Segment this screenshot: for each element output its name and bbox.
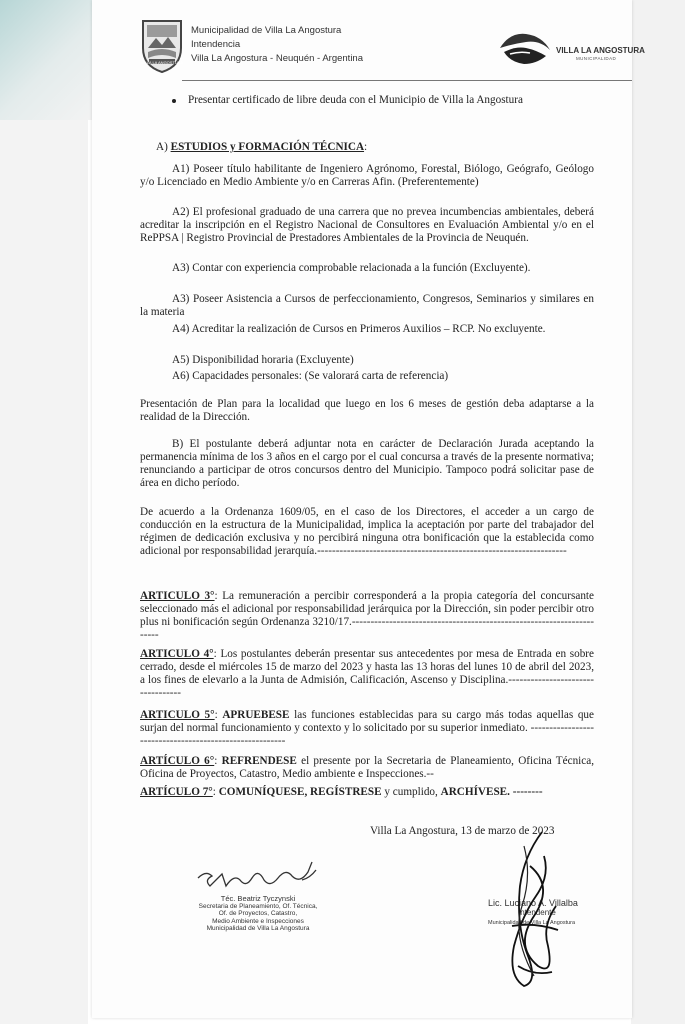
letterhead-office: Intendencia [191, 39, 241, 50]
left-signer-org: Municipalidad de Villa La Angostura [206, 925, 310, 933]
articulo-7 [140, 786, 594, 799]
articulo-5-colon: : [214, 709, 223, 721]
articulo-4-text: : Los postulantes deberán presentar sus antecedentes por mesa de Entrada en sobre cerrado, desde el miércoles 15 de marzo del 2023 y hasta las 13 horas del lunes 10 de abril del 2023, a los fines de elevarlo a la Junta de Admisión, Calificación, Ascenso y Disciplina.---------------------------------- [140, 648, 594, 699]
articulo-5-text: las funciones establecidas para su cargo más todas aquellas que surjan del normal funcionamiento y contexto y lo solicitado por su superior inmediato. -------------------------------------------------------- [140, 709, 594, 747]
letterhead-municipality: Municipalidad de Villa La Angostura [191, 25, 342, 36]
left-signature-scribble [192, 858, 322, 898]
articulo-7-keyword-2: ARCHÍVESE. [440, 786, 510, 798]
left-signer-title-2: Of. de Proyectos, Catastro, [218, 910, 298, 918]
right-signer-role: Intendente [518, 908, 556, 917]
item-a1: A1) Poseer título habilitante de Ingeniero Agrónomo, Forestal, Biólogo, Geógrafo, Geólogo y/o Licenciado en Medio Ambiente y/o en Carreras Afin. (Preferentemente) [140, 163, 594, 188]
right-signer-name: Lic. Luciano A. Villalba [488, 898, 578, 908]
villa-la-angostura-logo [496, 26, 554, 70]
plan-paragraph: Presentación de Plan para la localidad que luego en los 6 meses de gestión deba adaptarse a la realidad de la Dirección. [140, 398, 594, 423]
articulo-7-label: ARTÍCULO 7° [140, 786, 213, 798]
shield-caption: VILLA LA ANGOSTURA [140, 60, 184, 65]
left-signer-name: Téc. Beatriz Tyczynski [220, 894, 296, 903]
item-a5: A5) Disponibilidad horaria (Excluyente) [172, 354, 354, 366]
articulo-5-keyword: APRUEBESE [222, 709, 290, 721]
articulo-5 [140, 709, 594, 748]
item-a6: A6) Capacidades personales: (Se valorará carta de referencia) [172, 370, 449, 382]
item-a3-experiencia: A3) Contar con experiencia comprobable relacionada a la función (Excluyente). [172, 262, 531, 274]
articulo-3-label: ARTICULO 3° [140, 590, 215, 602]
section-a-title [156, 141, 456, 154]
right-signer-org: Municipalidad de Villa La Angostura [488, 920, 576, 926]
background-right-edge [631, 0, 685, 1024]
item-a4: A4) Acreditar la realización de Cursos en Primeros Auxilios – RCP. No excluyente. [172, 323, 546, 335]
item-a3-cursos: A3) Poseer Asistencia a Cursos de perfeccionamiento, Congresos, Seminarios y similares en la materia [140, 293, 594, 318]
articulo-7-colon: : [212, 786, 219, 798]
background-corner [0, 0, 92, 120]
ordenanza-paragraph: De acuerdo a la Ordenanza 1609/05, en el caso de los Directores, el acceder a un cargo de conducción en la estructura de la Municipalidad, implica la aceptación por parte del trabajador del régimen de dedicación exclusiva y no percibirá ninguna otra bonificación que la establecida como adicional por responsabilidad jerarquía.------------------------------------------------------------------- [140, 506, 594, 557]
background-left-edge [0, 0, 88, 1024]
articulo-6-text: el presente por la Secretaria de Planeamiento, Oficina Técnica, Oficina de Proyectos, Catastro, Medio ambiente e Inspecciones.-- [140, 755, 594, 780]
section-a-heading: ESTUDIOS y FORMACIÓN TÉCNICA [170, 141, 365, 153]
articulo-6-label: ARTÍCULO 6° [140, 755, 215, 767]
header-divider [182, 80, 632, 81]
articulo-4-label: ARTICULO 4° [140, 648, 214, 660]
date-line: Villa La Angostura, 13 de marzo de 2023 [370, 825, 555, 837]
logo-wordmark: VILLA LA ANGOSTURA [556, 46, 645, 55]
logo-subtitle: MUNICIPALIDAD [576, 56, 617, 61]
articulo-3 [140, 590, 594, 642]
articulo-3-text: : La remuneración a percibir corresponderá a la propia categoría del concursante seleccionado más el adicional por responsabilidad jerárquica por la Dirección, sin poder percibir otro plus ni bonificación según Ordenanza 3210/17.---------------------------------------------------------------------- [140, 590, 594, 641]
item-a2: A2) El profesional graduado de una carrera que no prevea incumbencias ambientales, deberá acreditar la inscripción en el Registro Nacional de Consultores en Evaluación Ambiental y/o en el RePPSA | Registro Provincial de Prestadores Ambientales de la Provincia de Neuquén. [140, 206, 594, 244]
articulo-6 [140, 755, 594, 781]
item-b: B) El postulante deberá adjuntar nota en carácter de Declaración Jurada aceptando la permanencia mínima de los 3 años en el cargo por el cual concursa a través de la presente normativa; renunciando a participar de otros concursos dentro del Municipio. Tampoco podrá solicitar pase de área en dicho período. [140, 438, 594, 489]
left-signer-title-3: Medio Ambiente e Inspecciones [212, 917, 304, 925]
letterhead [191, 24, 363, 66]
letterhead-location: Villa La Angostura - Neuquén - Argentina [191, 53, 363, 64]
bullet-marker [172, 99, 176, 103]
left-signature-block [196, 895, 320, 933]
left-signer-title-1: Secretaria de Planeamiento, Of. Técnica, [198, 902, 318, 910]
municipal-shield-logo [140, 18, 184, 74]
articulo-6-keyword: REFRENDESE [221, 755, 297, 767]
section-a-colon: : [364, 141, 368, 153]
articulo-7-tail: -------- [509, 786, 543, 798]
articulo-7-mid: y cumplido, [381, 786, 441, 798]
articulo-7-keyword-1: COMUNÍQUESE, REGÍSTRESE [218, 786, 382, 798]
articulo-4 [140, 648, 594, 700]
bullet-libre-deuda: Presentar certificado de libre deuda con el Municipio de Villa la Angostura [188, 94, 523, 106]
section-a-prefix: A) [156, 141, 168, 153]
articulo-6-colon: : [214, 755, 222, 767]
articulo-5-label: ARTICULO 5° [140, 709, 215, 721]
right-signature-scribble [494, 826, 574, 996]
